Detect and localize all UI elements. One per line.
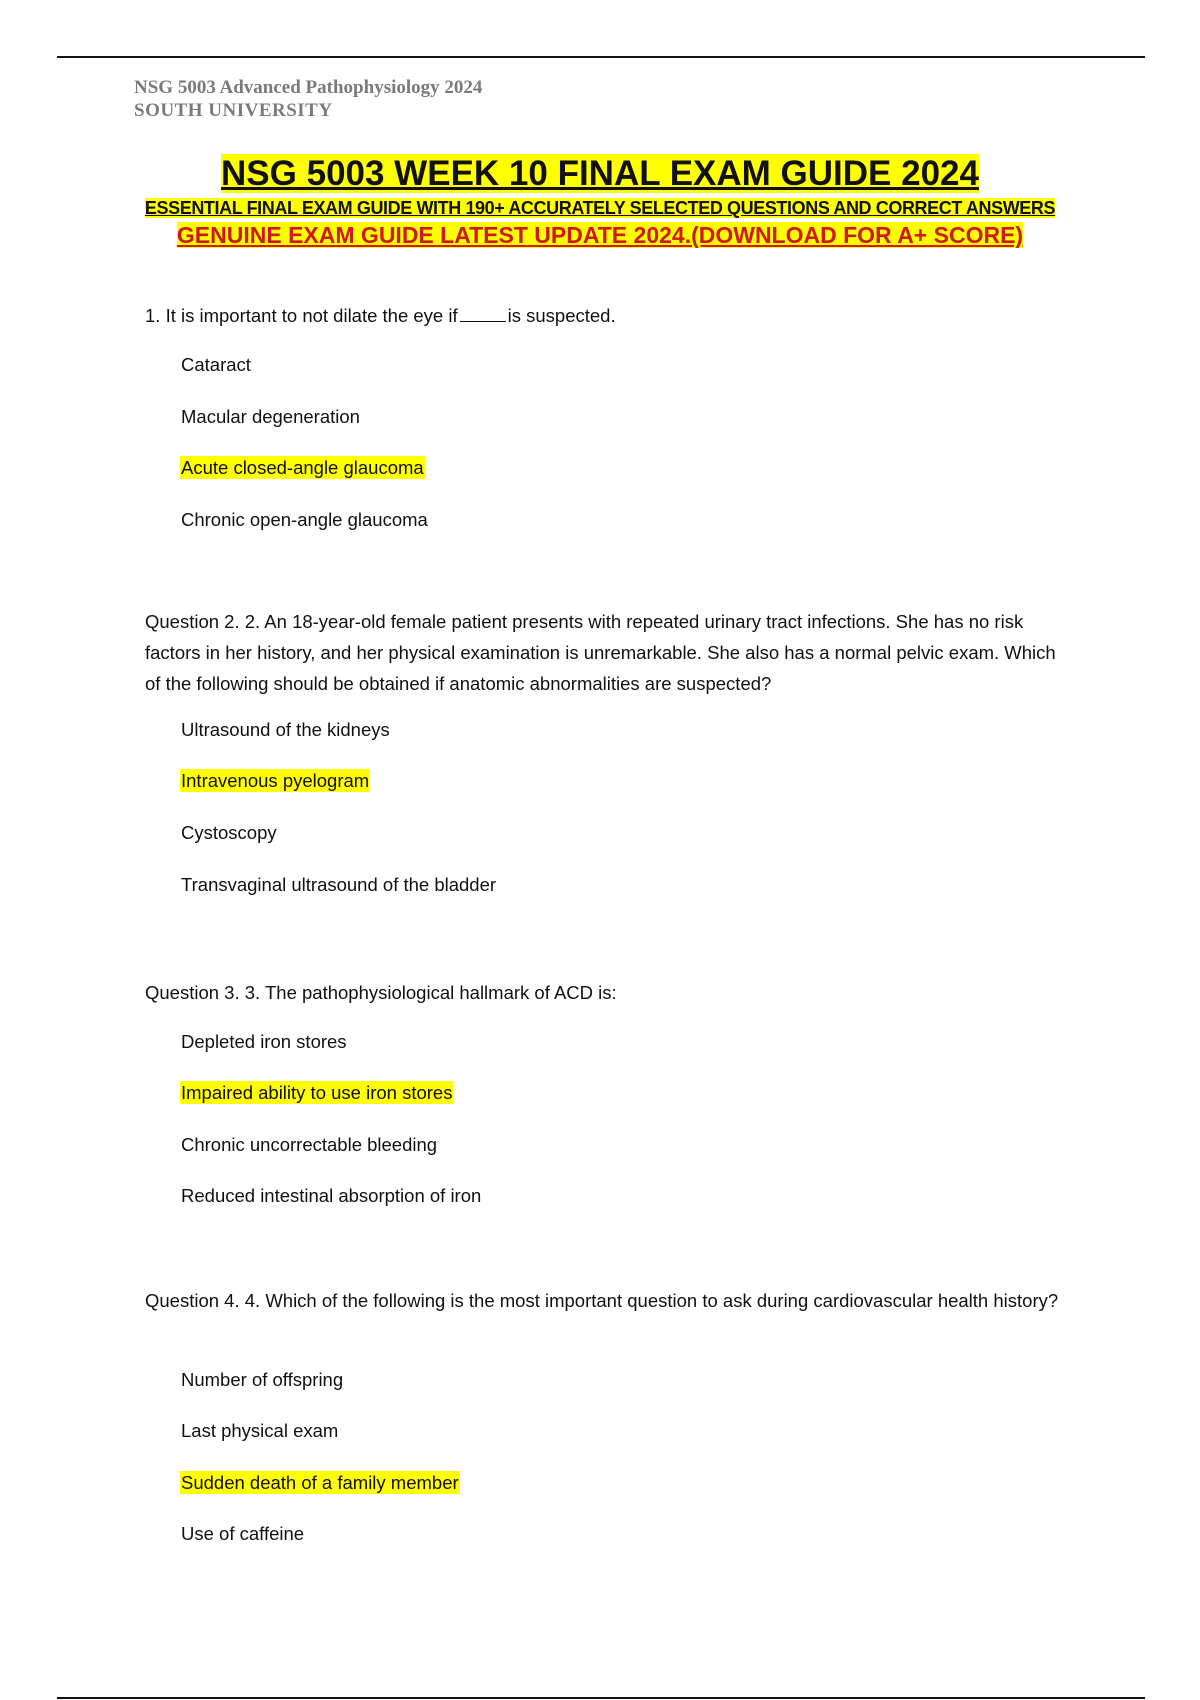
correct-answer-option: Intravenous pyelogram	[181, 770, 370, 791]
course-name: NSG 5003 Advanced Pathophysiology 2024	[134, 77, 483, 98]
question-3	[145, 977, 1075, 1206]
answer-option: Chronic open-angle glaucoma	[181, 509, 428, 530]
question-text-after-blank: is suspected.	[507, 305, 616, 326]
question-text: Question 4. 4. Which of the following is the most important question to ask during cardiovascular health history?	[145, 1290, 1059, 1311]
top-rule	[57, 56, 1145, 58]
page-tagline-text: GENUINE EXAM GUIDE LATEST UPDATE 2024.(DOWNLOAD FOR A+ SCORE)	[176, 222, 1024, 248]
question-1	[145, 300, 1075, 530]
answer-option: Reduced intestinal absorption of iron	[181, 1185, 482, 1206]
bottom-rule	[57, 1697, 1145, 1699]
question-text: Question 2. 2. An 18-year-old female patient presents with repeated urinary tract infections. She has no risk factors in her history, and her physical examination is unremarkable. She also has a normal pelvic exam. Which of the following should be obtained if anatomic abnormalities are suspected?	[145, 611, 1056, 694]
correct-answer-option: Impaired ability to use iron stores	[181, 1082, 453, 1103]
answer-option: Ultrasound of the kidneys	[181, 719, 390, 740]
university-name: SOUTH UNIVERSITY	[134, 100, 333, 121]
answer-option: Transvaginal ultrasound of the bladder	[181, 874, 497, 895]
answer-option: Last physical exam	[181, 1420, 339, 1441]
title-block	[0, 152, 1200, 250]
answer-option: Cataract	[181, 354, 251, 375]
fill-in-blank	[460, 303, 506, 322]
answer-option: Depleted iron stores	[181, 1031, 347, 1052]
answer-option: Chronic uncorrectable bleeding	[181, 1134, 438, 1155]
answer-option: Use of caffeine	[181, 1523, 305, 1544]
correct-answer-option: Sudden death of a family member	[181, 1472, 459, 1493]
answer-option: Cystoscopy	[181, 822, 277, 843]
page-title-text: NSG 5003 WEEK 10 FINAL EXAM GUIDE 2024	[221, 154, 979, 193]
question-text-before-blank: 1. It is important to not dilate the eye if	[145, 305, 458, 326]
page-title	[0, 152, 1200, 196]
page-subtitle	[0, 196, 1200, 220]
question-2	[145, 606, 1075, 895]
correct-answer-option: Acute closed-angle glaucoma	[181, 457, 424, 478]
question-text: Question 3. 3. The pathophysiological hallmark of ACD is:	[145, 982, 617, 1003]
document-header	[134, 76, 482, 122]
answer-option: Macular degeneration	[181, 406, 360, 427]
page-subtitle-text: ESSENTIAL FINAL EXAM GUIDE WITH 190+ ACCURATELY SELECTED QUESTIONS AND CORRECT ANSWERS	[144, 198, 1056, 218]
question-4	[145, 1285, 1075, 1544]
page-tagline	[0, 220, 1200, 250]
answer-option: Number of offspring	[181, 1369, 344, 1390]
question-text	[145, 300, 1075, 331]
